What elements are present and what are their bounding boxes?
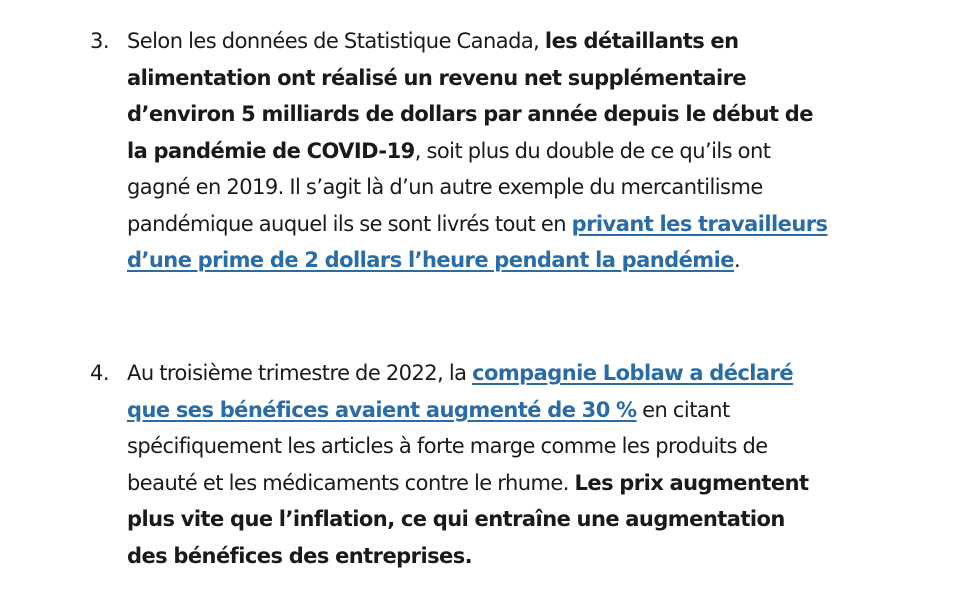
bold-statement: Les prix augmentent plus vite que l’inflation, ce qui entraîne une augmentation des bénéfices des entreprises. <box>127 470 809 568</box>
list-item-3 <box>90 23 830 279</box>
text-segment: Selon les données de Statistique Canada, <box>127 29 545 53</box>
list-number: 3. <box>90 29 110 53</box>
list-number: 4. <box>90 361 110 385</box>
text-segment: . <box>733 248 741 272</box>
list-item-4 <box>90 355 830 574</box>
list-item-text <box>127 23 830 279</box>
text-segment: , soit plus du double de ce qu’ils ont gagné en 2019. Il s’agit là d’un autre exemple du mercantilisme pandémique auquel ils se sont livrés tout en <box>127 138 771 236</box>
text-segment: en citant spécifiquement les articles à forte marge comme les produits de beauté et les médicaments contre le rhume. <box>127 397 768 495</box>
link-loblaw-profits[interactable]: compagnie Loblaw a déclaré que ses bénéfices avaient augmenté de 30 % <box>127 361 794 422</box>
bold-statement: les détaillants en alimentation ont réalisé un revenu net supplémentaire d’environ 5 milliards de dollars par année depuis le début de la pandémie de COVID-19 <box>127 29 813 163</box>
list-item-text <box>127 355 830 574</box>
link-workers-bonus[interactable]: privant les travailleurs d’une prime de 2 dollars l’heure pendant la pandémie <box>127 211 828 272</box>
text-segment: Au troisième trimestre de 2022, la <box>127 361 473 385</box>
